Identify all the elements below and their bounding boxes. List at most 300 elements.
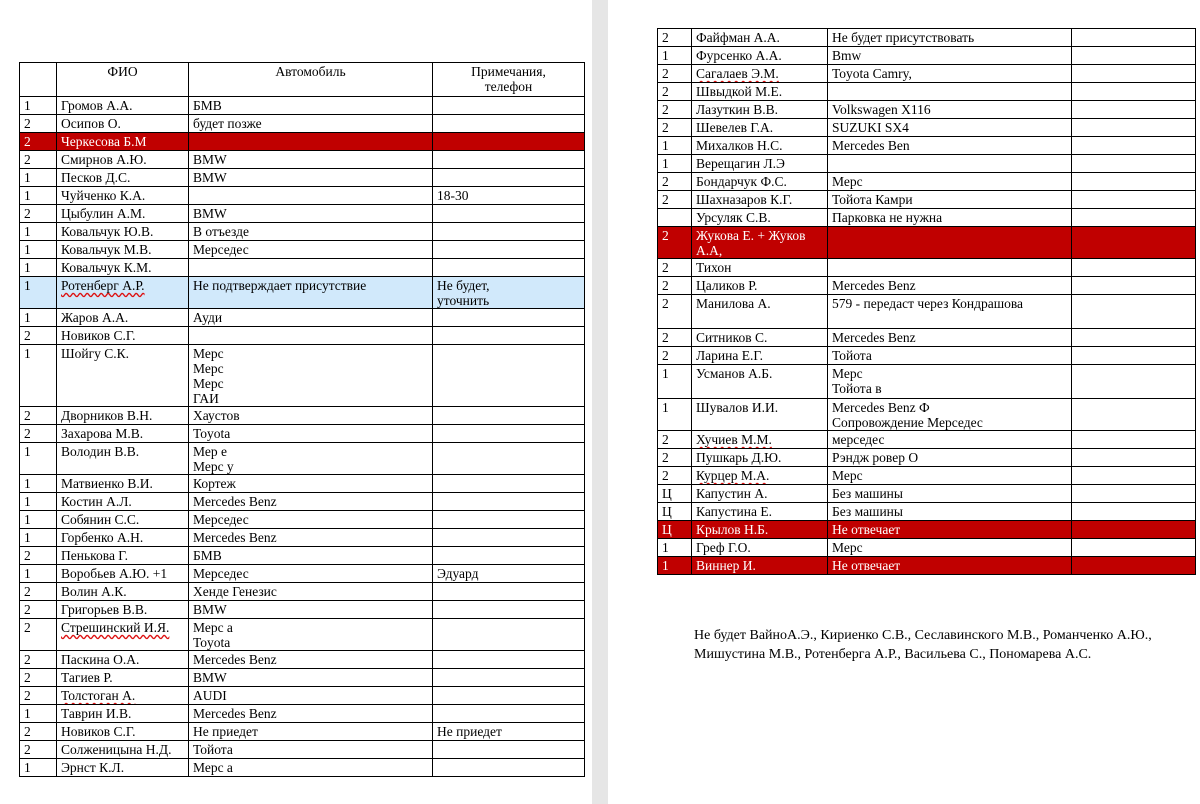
table-row	[658, 209, 1196, 227]
row-number	[20, 309, 57, 327]
guest-note	[433, 223, 585, 241]
guest-car	[828, 365, 1072, 399]
row-number-text: 1	[24, 760, 31, 775]
table-row	[658, 277, 1196, 295]
guest-name	[57, 547, 189, 565]
table-row	[658, 47, 1196, 65]
guest-car-text: Ауди	[193, 310, 223, 325]
guest-name-text: Таврин И.В.	[61, 706, 132, 721]
guest-note	[433, 345, 585, 407]
guest-note	[433, 151, 585, 169]
guest-name	[57, 151, 189, 169]
guest-car-text: Toyota	[193, 426, 231, 441]
table-row	[20, 705, 585, 723]
guest-name-text: Крылов Н.Б.	[696, 522, 769, 537]
guest-car-text: Не будет присутствовать	[832, 30, 975, 45]
row-number	[658, 259, 692, 277]
table-row	[658, 365, 1196, 399]
guest-name-text: Ковальчук К.М.	[61, 260, 152, 275]
guest-note	[1072, 485, 1196, 503]
row-number-text: 1	[662, 400, 669, 415]
row-number	[658, 485, 692, 503]
guest-car	[189, 407, 433, 425]
guest-car	[828, 295, 1072, 329]
guest-car-text: Мерседес	[193, 566, 249, 581]
table-row	[20, 741, 585, 759]
guest-note-text: 18-30	[437, 188, 469, 203]
table-row	[20, 619, 585, 651]
guest-car	[189, 511, 433, 529]
guest-name-text: Володин В.В.	[61, 444, 140, 459]
guest-car-text: Bmw	[832, 48, 862, 63]
table-row	[20, 97, 585, 115]
row-number	[20, 619, 57, 651]
row-number-text: 2	[24, 652, 31, 667]
guest-car-text: Не отвечает	[832, 522, 901, 537]
row-number	[658, 365, 692, 399]
row-number-text: 2	[24, 602, 31, 617]
row-number	[20, 223, 57, 241]
guest-car-text: 579 - передаст через Кондрашова	[832, 296, 1024, 311]
row-number	[20, 547, 57, 565]
guest-note	[433, 241, 585, 259]
guest-name-text: Волин А.К.	[61, 584, 127, 599]
row-number	[20, 151, 57, 169]
guest-name	[57, 223, 189, 241]
guest-name	[57, 327, 189, 345]
guest-note	[1072, 521, 1196, 539]
guest-name-text: Цыбулин А.М.	[61, 206, 146, 221]
guest-car	[189, 425, 433, 443]
guest-car-text: Кортеж	[193, 476, 236, 491]
guest-name-text: Урсуляк С.В.	[696, 210, 771, 225]
guest-name-text: Лазуткин В.В.	[696, 102, 778, 117]
row-number	[658, 47, 692, 65]
guest-car	[189, 529, 433, 547]
guest-note	[1072, 65, 1196, 83]
guest-table-right-body	[658, 29, 1196, 575]
guest-car-text: Мерс а	[193, 760, 233, 775]
row-number	[20, 115, 57, 133]
row-number	[658, 449, 692, 467]
guest-name	[57, 741, 189, 759]
guest-name-text: Осипов О.	[61, 116, 121, 131]
row-number-text: 2	[662, 192, 669, 207]
row-number	[20, 259, 57, 277]
guest-car	[189, 345, 433, 407]
row-number	[20, 345, 57, 407]
row-number	[658, 209, 692, 227]
guest-car-text: Мер е Мерс у	[193, 444, 234, 474]
table-row	[20, 687, 585, 705]
guest-name-text: Шойгу С.К.	[61, 346, 130, 361]
row-number	[20, 169, 57, 187]
row-number	[658, 191, 692, 209]
table-row	[658, 137, 1196, 155]
table-row	[20, 169, 585, 187]
table-row	[658, 431, 1196, 449]
guest-car-text: Мерс	[832, 174, 863, 189]
guest-note	[1072, 155, 1196, 173]
row-number	[20, 687, 57, 705]
guest-name-text: Чуйченко К.А.	[61, 188, 146, 203]
guest-car	[828, 503, 1072, 521]
guest-name	[57, 529, 189, 547]
guest-name-text: Усманов А.Б.	[696, 366, 773, 381]
guest-car	[189, 493, 433, 511]
row-number	[20, 241, 57, 259]
table-row	[658, 65, 1196, 83]
table-row	[658, 329, 1196, 347]
guest-name-text: Новиков С.Г.	[61, 328, 136, 343]
guest-note	[1072, 47, 1196, 65]
guest-car	[189, 187, 433, 205]
guest-name-text: Сагалаев Э.М.	[696, 66, 779, 81]
row-number-text: 2	[662, 120, 669, 135]
guest-car	[189, 97, 433, 115]
row-number	[658, 329, 692, 347]
guest-note	[433, 187, 585, 205]
row-number-text: 1	[24, 444, 31, 459]
guest-car	[189, 723, 433, 741]
table-row	[20, 425, 585, 443]
guest-note	[433, 277, 585, 309]
guest-table-right	[657, 28, 1196, 575]
guest-name-text: Пушкарь Д.Ю.	[696, 450, 782, 465]
table-row	[20, 493, 585, 511]
guest-note	[433, 529, 585, 547]
row-number-text: 2	[662, 66, 669, 81]
header-number	[20, 63, 57, 97]
table-row	[20, 151, 585, 169]
row-number-text: 2	[662, 432, 669, 447]
row-number-text: 1	[662, 156, 669, 171]
guest-name-text: Файфман А.А.	[696, 30, 780, 45]
table-row	[658, 83, 1196, 101]
guest-car-text: BMW	[193, 670, 227, 685]
row-number-text: 2	[24, 584, 31, 599]
guest-name-text: Костин А.Л.	[61, 494, 132, 509]
row-number	[20, 511, 57, 529]
guest-car-text: Мерседес	[193, 242, 249, 257]
guest-name-text: Ковальчук М.В.	[61, 242, 152, 257]
row-number	[20, 277, 57, 309]
guest-note-text: Не будет, уточнить	[437, 278, 490, 308]
guest-name	[692, 347, 828, 365]
guest-car-text: Мерс Тойота в	[832, 366, 882, 396]
guest-note	[433, 583, 585, 601]
guest-car-text: Mercedes Benz	[832, 278, 916, 293]
guest-car	[189, 669, 433, 687]
guest-note-text: Не приедет	[437, 724, 502, 739]
row-number-text: 1	[24, 566, 31, 581]
table-row	[20, 345, 585, 407]
row-number	[20, 187, 57, 205]
guest-car	[189, 151, 433, 169]
guest-name	[57, 97, 189, 115]
guest-name	[57, 443, 189, 475]
guest-car	[828, 47, 1072, 65]
guest-name	[57, 425, 189, 443]
guest-note	[1072, 295, 1196, 329]
row-number	[658, 65, 692, 83]
guest-name	[57, 187, 189, 205]
guest-car	[828, 209, 1072, 227]
document-page-right	[608, 0, 1200, 804]
header-notes: Примечания, телефон	[433, 63, 585, 97]
row-number	[20, 669, 57, 687]
guest-name-text: Новиков С.Г.	[61, 724, 136, 739]
table-row	[658, 399, 1196, 431]
guest-name-text: Захарова М.В.	[61, 426, 144, 441]
guest-car	[828, 227, 1072, 259]
row-number	[20, 327, 57, 345]
guest-car	[828, 329, 1072, 347]
guest-car-text: В отъезде	[193, 224, 249, 239]
guest-name	[692, 209, 828, 227]
guest-car-text: Рэндж ровер О	[832, 450, 919, 465]
guest-name	[692, 485, 828, 503]
row-number-text: 2	[24, 688, 31, 703]
row-number-text: 2	[24, 116, 31, 131]
guest-car	[189, 619, 433, 651]
guest-name	[692, 277, 828, 295]
guest-note	[433, 425, 585, 443]
row-number-text: 1	[24, 224, 31, 239]
guest-car-text: Парковка не нужна	[832, 210, 943, 225]
guest-name-text: Шахназаров К.Г.	[696, 192, 793, 207]
guest-name-text: Смирнов А.Ю.	[61, 152, 147, 167]
row-number-text: 1	[662, 48, 669, 63]
guest-car	[828, 155, 1072, 173]
guest-car	[828, 449, 1072, 467]
guest-note	[433, 669, 585, 687]
guest-car	[828, 173, 1072, 191]
row-number	[658, 173, 692, 191]
table-row	[658, 467, 1196, 485]
row-number-text: 2	[662, 330, 669, 345]
guest-name-text: Тагиев Р.	[61, 670, 113, 685]
row-number	[20, 493, 57, 511]
guest-name-text: Матвиенко В.И.	[61, 476, 153, 491]
guest-name	[692, 539, 828, 557]
row-number	[20, 583, 57, 601]
guest-car	[828, 101, 1072, 119]
row-number	[20, 205, 57, 223]
row-number-text: 2	[662, 450, 669, 465]
guest-car	[828, 539, 1072, 557]
guest-name-text: Григорьев В.В.	[61, 602, 148, 617]
guest-car	[189, 309, 433, 327]
guest-name	[57, 309, 189, 327]
guest-car-text: Мерс	[832, 540, 863, 555]
guest-car	[189, 327, 433, 345]
guest-name-text: Черкесова Б.М	[61, 134, 147, 149]
guest-name-text: Тихон	[696, 260, 732, 275]
guest-car	[189, 705, 433, 723]
row-number-text: 2	[662, 84, 669, 99]
row-number-text: 2	[662, 296, 669, 311]
guest-name-text: Песков Д.С.	[61, 170, 131, 185]
table-row	[20, 277, 585, 309]
guest-note	[1072, 399, 1196, 431]
guest-name	[692, 365, 828, 399]
table-row	[20, 115, 585, 133]
guest-name-text: Воробьев А.Ю. +1	[61, 566, 168, 581]
guest-name-text: Солженицына Н.Д.	[61, 742, 172, 757]
guest-name-text: Ларина Е.Г.	[696, 348, 763, 363]
guest-name-text: Бондарчук Ф.С.	[696, 174, 787, 189]
guest-name	[57, 619, 189, 651]
guest-car	[828, 137, 1072, 155]
guest-name	[692, 101, 828, 119]
table-row	[658, 521, 1196, 539]
table-row	[20, 187, 585, 205]
guest-car-text: Mercedes Benz	[193, 652, 277, 667]
guest-note	[1072, 431, 1196, 449]
guest-car-text: Mercedes Ben	[832, 138, 910, 153]
row-number-text: Ц	[662, 486, 672, 501]
guest-name	[57, 565, 189, 583]
guest-car-text: Toyota Camry,	[832, 66, 912, 81]
row-number-text: 1	[24, 310, 31, 325]
row-number-text: 1	[662, 366, 669, 381]
guest-name-text: Шевелев Г.А.	[696, 120, 774, 135]
guest-name	[57, 651, 189, 669]
row-number-text: 1	[662, 558, 669, 573]
guest-car	[828, 399, 1072, 431]
guest-car-text: BMW	[193, 152, 227, 167]
table-row	[20, 407, 585, 425]
guest-car-text: Не приедет	[193, 724, 258, 739]
guest-car	[828, 467, 1072, 485]
guest-name	[57, 133, 189, 151]
row-number	[20, 741, 57, 759]
guest-car	[828, 83, 1072, 101]
guest-name-text: Манилова А.	[696, 296, 771, 311]
row-number	[20, 759, 57, 777]
row-number	[658, 521, 692, 539]
guest-table-left-body	[20, 63, 585, 777]
row-number	[20, 601, 57, 619]
guest-note	[1072, 449, 1196, 467]
row-number-text: 2	[662, 260, 669, 275]
row-number-text: 1	[24, 260, 31, 275]
table-row	[658, 101, 1196, 119]
guest-car-text: Volkswagen X116	[832, 102, 931, 117]
guest-car-text: AUDI	[193, 688, 227, 703]
guest-note	[1072, 119, 1196, 137]
table-row	[20, 511, 585, 529]
guest-note	[433, 759, 585, 777]
row-number	[658, 277, 692, 295]
row-number-text: 1	[24, 512, 31, 527]
guest-car-text: Mercedes Benz Ф Сопровождение Мерседес	[832, 400, 983, 430]
guest-note	[1072, 191, 1196, 209]
guest-car	[189, 277, 433, 309]
table-row	[20, 241, 585, 259]
table-row	[658, 227, 1196, 259]
guest-note	[433, 443, 585, 475]
guest-car-text: БМВ	[193, 548, 222, 563]
table-row	[20, 205, 585, 223]
guest-table-left	[19, 62, 585, 777]
row-number-text: 1	[24, 706, 31, 721]
row-number-text: 2	[24, 328, 31, 343]
row-number	[20, 407, 57, 425]
guest-name-text: Толстоган А.	[61, 688, 136, 703]
guest-name	[57, 475, 189, 493]
guest-car	[828, 259, 1072, 277]
row-number-text: 1	[24, 98, 31, 113]
row-number-text: 2	[662, 102, 669, 117]
guest-name	[57, 705, 189, 723]
row-number-text: 1	[662, 138, 669, 153]
guest-car-text: Не подтверждает присутствие	[193, 278, 367, 293]
guest-name	[692, 259, 828, 277]
row-number	[658, 399, 692, 431]
table-row	[658, 173, 1196, 191]
guest-car-text: мерседес	[832, 432, 885, 447]
guest-car-text: Тойота	[832, 348, 872, 363]
guest-name	[692, 83, 828, 101]
row-number-text: 1	[662, 540, 669, 555]
guest-note	[1072, 539, 1196, 557]
guest-car	[189, 241, 433, 259]
guest-name	[692, 449, 828, 467]
guest-name-text: Паскина О.А.	[61, 652, 140, 667]
guest-car	[189, 687, 433, 705]
table-row	[658, 503, 1196, 521]
guest-name-text: Цаликов Р.	[696, 278, 758, 293]
row-number	[20, 425, 57, 443]
table-row	[658, 155, 1196, 173]
guest-name	[692, 295, 828, 329]
table-row	[658, 347, 1196, 365]
guest-car-text: Mercedes Benz	[193, 494, 277, 509]
guest-car	[828, 29, 1072, 47]
row-number	[658, 557, 692, 575]
guest-name	[57, 345, 189, 407]
row-number-text: 1	[24, 346, 31, 361]
guest-car-text: Без машины	[832, 486, 903, 501]
guest-name-text: Ротенберг А.Р.	[61, 278, 145, 293]
guest-car-text: SUZUKI SX4	[832, 120, 909, 135]
table-row	[20, 259, 585, 277]
guest-car	[189, 651, 433, 669]
guest-car	[828, 277, 1072, 295]
guest-note	[433, 723, 585, 741]
guest-name	[692, 557, 828, 575]
table-row	[20, 759, 585, 777]
header-car: Автомобиль	[189, 63, 433, 97]
table-row	[20, 133, 585, 151]
guest-name-text: Дворников В.Н.	[61, 408, 153, 423]
guest-name-text: Фурсенко А.А.	[696, 48, 782, 63]
guest-note	[433, 97, 585, 115]
guest-note	[433, 651, 585, 669]
row-number	[658, 101, 692, 119]
guest-note-text: Эдуард	[437, 566, 479, 581]
row-number	[658, 227, 692, 259]
guest-name	[692, 47, 828, 65]
guest-name	[692, 65, 828, 83]
row-number-text: Ц	[662, 522, 672, 537]
guest-note	[1072, 137, 1196, 155]
table-row	[20, 309, 585, 327]
guest-name-text: Ситников С.	[696, 330, 768, 345]
guest-note	[433, 493, 585, 511]
